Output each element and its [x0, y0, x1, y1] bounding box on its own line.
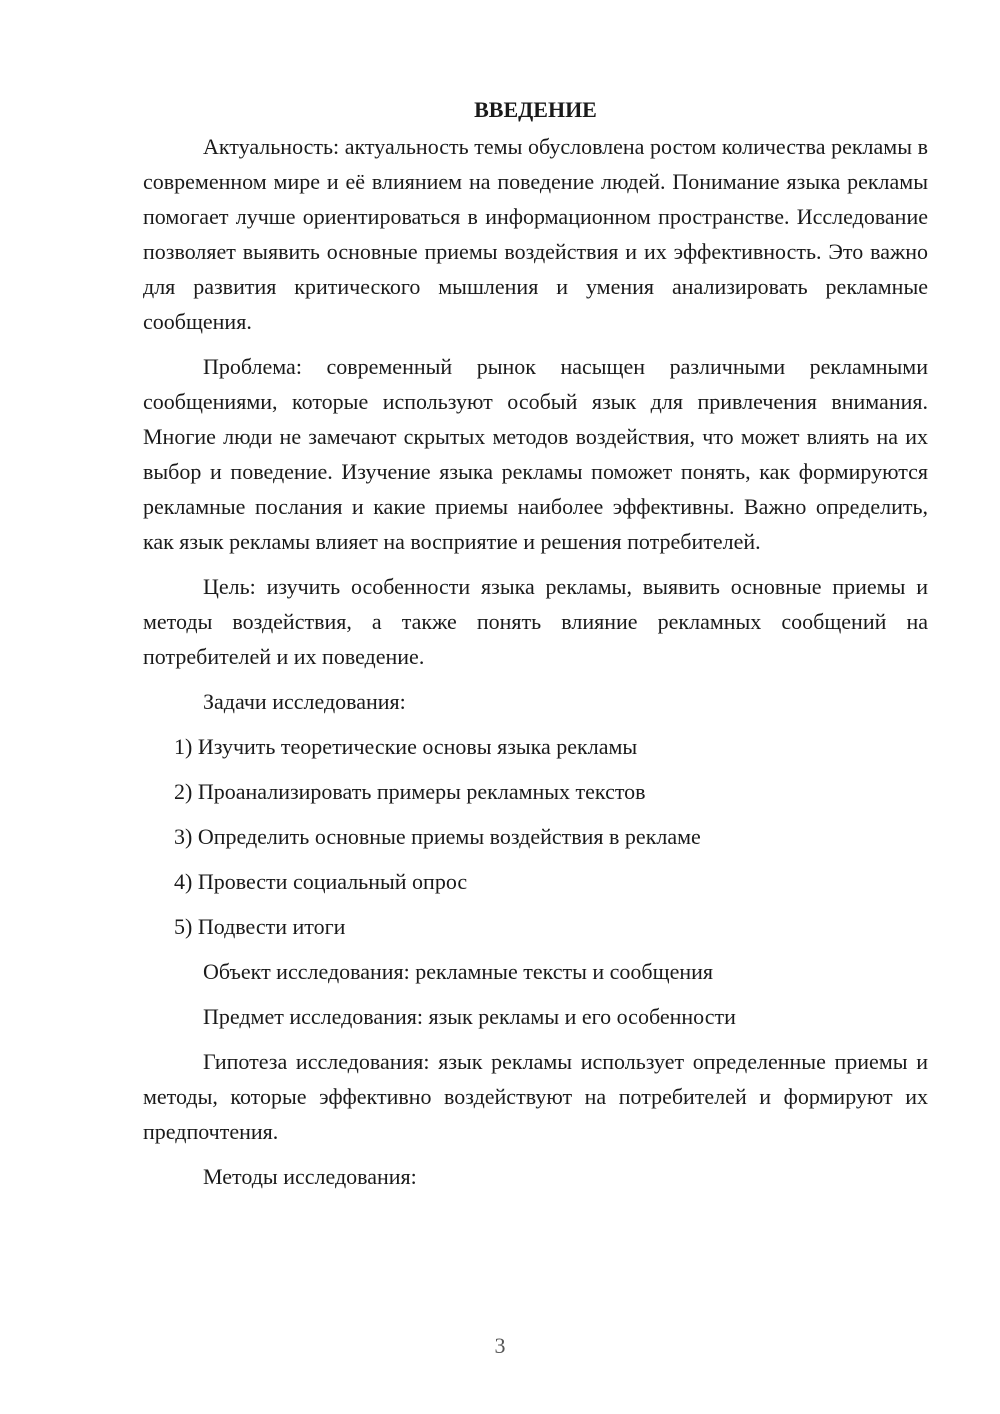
- list-item: 2) Проанализировать примеры рекламных текстов: [174, 779, 646, 804]
- page-title: ВВЕДЕНИЕ: [474, 97, 597, 122]
- list-item: 5) Подвести итоги: [174, 914, 346, 939]
- subject-line: Предмет исследования: язык рекламы и его особенности: [203, 1004, 736, 1029]
- relevance-paragraph: Актуальность: актуальность темы обусловлена ростом количества рекламы в современном мире и её влиянием на поведение людей. Понимание языка рекламы помогает лучше ориентироваться в информационном пространстве. Исследование позволяет выявить основные приемы воздействия и их эффективность. Это важно для развития критического мышления и умения анализировать рекламные сообщения.: [143, 134, 928, 334]
- tasks-title: Задачи исследования:: [203, 689, 406, 714]
- list-item: 1) Изучить теоретические основы языка рекламы: [174, 734, 638, 759]
- document-page: [143, 92, 928, 1204]
- page-number: 3: [494, 1333, 506, 1358]
- methods-title: Методы исследования:: [203, 1164, 417, 1189]
- problem-paragraph: Проблема: современный рынок насыщен различными рекламными сообщениями, которые используют особый язык для привлечения внимания. Многие люди не замечают скрытых методов воздействия, что может влиять на их выбор и поведение. Изучение языка рекламы поможет понять, как формируются рекламные послания и какие приемы наиболее эффективны. Важно определить, как язык рекламы влияет на восприятие и решения потребителей.: [143, 354, 928, 554]
- hypothesis-paragraph: Гипотеза исследования: язык рекламы использует определенные приемы и методы, которые эффективно воздействуют на потребителей и формируют их предпочтения.: [143, 1049, 928, 1144]
- goal-paragraph: Цель: изучить особенности языка рекламы, выявить основные приемы и методы воздействия, а также понять влияние рекламных сообщений на потребителей и их поведение.: [143, 574, 928, 669]
- object-line: Объект исследования: рекламные тексты и сообщения: [203, 959, 713, 984]
- list-item: 4) Провести социальный опрос: [174, 869, 468, 894]
- list-item: 3) Определить основные приемы воздействия в рекламе: [174, 824, 701, 849]
- tasks-list: [143, 729, 928, 944]
